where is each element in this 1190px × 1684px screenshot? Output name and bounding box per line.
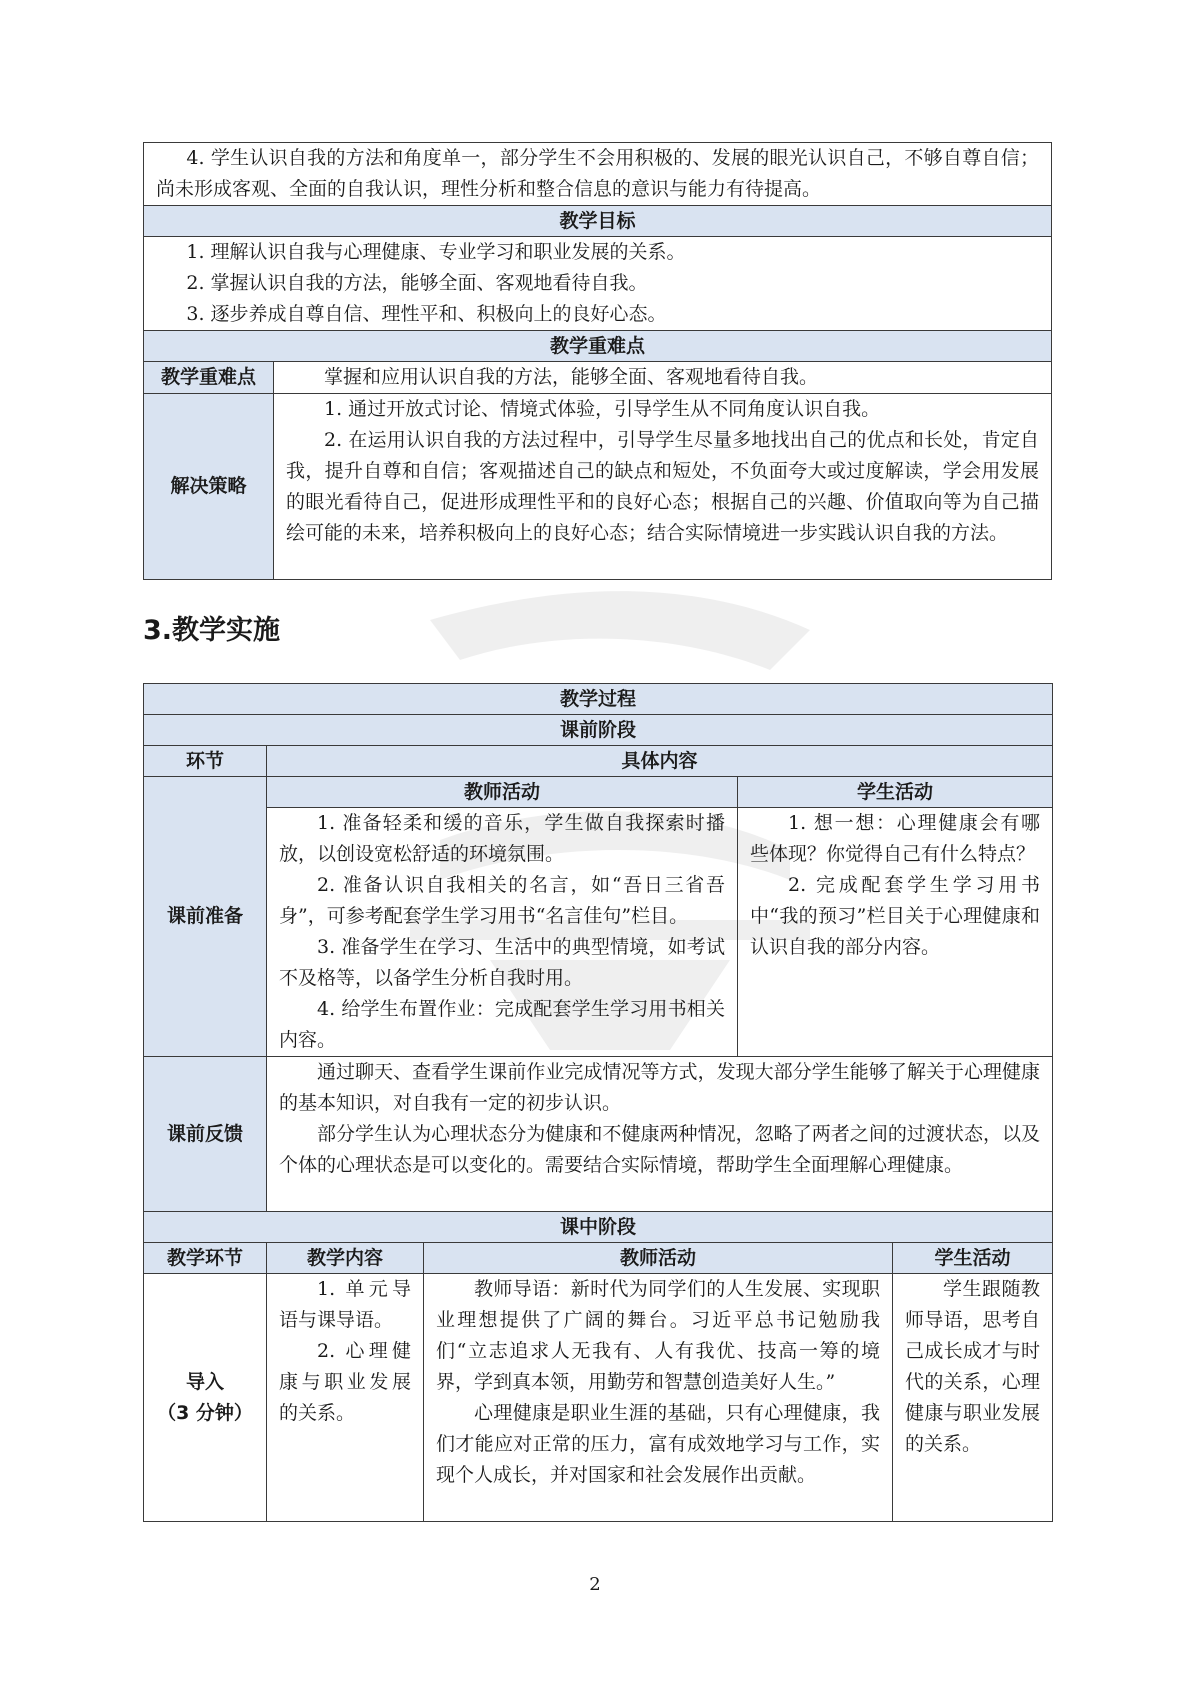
goal-item: 1. 理解认识自我与心理健康、专业学习和职业发展的关系。 (186, 241, 686, 263)
feedback-text (267, 1057, 1053, 1212)
intro-label: 导入 (185, 1370, 224, 1393)
prep-student-activities (738, 808, 1053, 1057)
page-number: 2 (589, 1574, 601, 1595)
intro-teacher-activities (424, 1274, 893, 1522)
strategy-text (274, 394, 1052, 580)
teaching-goals-table (143, 142, 1052, 580)
intro-teacher-item: 心理健康是职业生涯的基础，只有心理健康，我们才能应对正常的压力，富有成效地学习与工作，实现个人成长，并对国家和社会发展作出贡献。 (436, 1402, 880, 1486)
col2-teacher: 教师活动 (424, 1243, 893, 1274)
col2-student: 学生活动 (893, 1243, 1053, 1274)
strategy-item: 1. 通过开放式讨论、情境式体验，引导学生从不同角度认识自我。 (324, 398, 881, 420)
strategy-item: 2. 在运用认识自我的方法过程中，引导学生尽量多地找出自己的优点和长处，肯定自我，提升自尊和自信；客观描述自己的缺点和短处，不负面夸大或过度解读，学会用发展的眼光看待自己，促进形成理性平和的良好心态；根据自己的兴趣、价值取向等为自己描绘可能的未来，培养积极向上的良好心态；结合实际情境进一步实践认识自我的方法。 (286, 429, 1039, 544)
teaching-process-table (143, 683, 1053, 1522)
process-header: 教学过程 (144, 684, 1053, 715)
col-segment: 环节 (144, 746, 267, 777)
goals-list (144, 237, 1052, 331)
intro-label-cell (144, 1274, 267, 1522)
pre-stage-header: 课前阶段 (144, 715, 1053, 746)
col-student: 学生活动 (738, 777, 1053, 808)
col-content: 具体内容 (267, 746, 1053, 777)
goals-header: 教学目标 (144, 206, 1052, 237)
strategy-label: 解决策略 (144, 394, 274, 580)
section-title: 3.教学实施 (143, 615, 281, 646)
goal-item: 3. 逐步养成自尊自信、理性平和、积极向上的良好心态。 (186, 303, 667, 325)
prep-teacher-item: 2. 准备认识自我相关的名言，如“吾日三省吾身”，可参考配套学生学习用书“名言佳句”栏目。 (279, 874, 725, 927)
key-points-header: 教学重难点 (144, 331, 1052, 362)
intro-time: （3 分钟） (157, 1401, 253, 1424)
intro-student-activities: 学生跟随教师导语，思考自己成长成才与时代的关系，心理健康与职业发展的关系。 (893, 1274, 1053, 1522)
intro-content (267, 1274, 424, 1522)
prep-teacher-item: 1. 准备轻柔和缓的音乐，学生做自我探索时播放，以创设宽松舒适的环境氛围。 (279, 812, 725, 865)
intro-content-item: 1. 单元导语与课导语。 (279, 1278, 411, 1331)
key-points-label: 教学重难点 (144, 362, 274, 394)
prep-teacher-item: 3. 准备学生在学习、生活中的典型情境，如考试不及格等，以备学生分析自我时用。 (279, 936, 725, 989)
intro-content-item: 2. 心理健康与职业发展的关系。 (279, 1340, 411, 1424)
prep-label: 课前准备 (144, 777, 267, 1057)
feedback-item: 通过聊天、查看学生课前作业完成情况等方式，发现大部分学生能够了解关于心理健康的基本知识，对自我有一定的初步认识。 (279, 1061, 1041, 1114)
in-stage-header: 课中阶段 (144, 1212, 1053, 1243)
col2-content: 教学内容 (267, 1243, 424, 1274)
feedback-label: 课前反馈 (144, 1057, 267, 1212)
key-points-text: 掌握和应用认识自我的方法，能够全面、客观地看待自我。 (274, 362, 1052, 394)
col2-segment: 教学环节 (144, 1243, 267, 1274)
student-analysis-item4: 4. 学生认识自我的方法和角度单一，部分学生不会用积极的、发展的眼光认识自己，不够自尊自信；尚未形成客观、全面的自我认识，理性分析和整合信息的意识与能力有待提高。 (144, 143, 1052, 206)
goal-item: 2. 掌握认识自我的方法，能够全面、客观地看待自我。 (186, 272, 648, 294)
prep-student-item: 1. 想一想：心理健康会有哪些体现？你觉得自己有什么特点？ (750, 812, 1041, 865)
col-teacher: 教师活动 (267, 777, 738, 808)
feedback-item: 部分学生认为心理状态分为健康和不健康两种情况，忽略了两者之间的过渡状态，以及个体的心理状态是可以变化的。需要结合实际情境，帮助学生全面理解心理健康。 (279, 1123, 1041, 1176)
intro-teacher-item: 教师导语：新时代为同学们的人生发展、实现职业理想提供了广阔的舞台。习近平总书记勉励我们“立志追求人无我有、人有我优、技高一筹的境界，学到真本领，用勤劳和智慧创造美好人生。” (436, 1278, 880, 1393)
prep-teacher-item: 4. 给学生布置作业：完成配套学生学习用书相关内容。 (279, 998, 725, 1051)
prep-student-item: 2. 完成配套学生学习用书中“我的预习”栏目关于心理健康和认识自我的部分内容。 (750, 874, 1041, 958)
prep-teacher-activities (267, 808, 738, 1057)
